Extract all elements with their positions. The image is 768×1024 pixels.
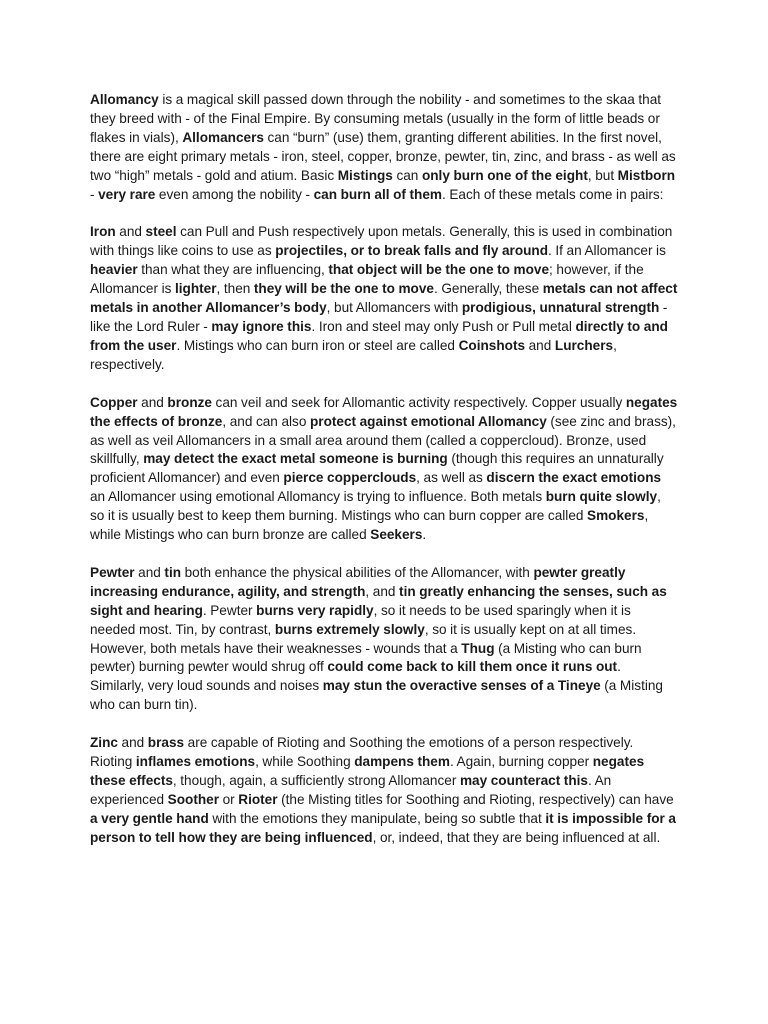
bold-text: may detect the exact metal someone is burning: [143, 451, 448, 467]
text-run: and: [134, 564, 165, 580]
bold-text: Mistings: [337, 167, 393, 183]
bold-text: projectiles, or to break falls and fly around: [275, 243, 549, 259]
bold-text: bronze: [167, 394, 212, 410]
bold-text: dampens them: [354, 754, 450, 770]
bold-text: Lurchers: [554, 337, 614, 353]
text-run: and: [117, 735, 148, 751]
bold-text: Allomancy: [90, 92, 159, 107]
text-run: is a magical skill passed down through the nobility - and sometimes to the skaa that they breed with - of the Final Empire. By consuming metals (usually in the form of little beads or flakes in vials),: [90, 92, 662, 145]
text-run: can “burn” (use) them, granting different abilities. In the first novel, there are eight primary metals - iron, steel, copper, bronze, pewter, tin, zinc, and brass - as well as two “high” metals - gold and atium. Basic: [90, 129, 676, 183]
bold-text: could come back to kill them once it runs out: [327, 659, 618, 675]
bold-text: may counteract this: [459, 773, 588, 788]
bold-text: discern the exact emotions: [486, 470, 662, 486]
bold-text: it is impossible for a person to tell how they are being influenced: [90, 810, 676, 845]
text-run: both enhance the physical abilities of the Allomancer, with: [181, 564, 534, 580]
bold-text: Pewter: [90, 564, 135, 580]
bold-text: burn quite slowly: [545, 489, 658, 505]
text-run: and: [115, 224, 146, 240]
text-run: (the Misting titles for Soothing and Rioting, respectively) can have: [277, 791, 674, 807]
text-run: , or, indeed, that they are being influenced at all.: [372, 829, 661, 845]
text-run: than what they are influencing,: [137, 262, 329, 278]
bold-text: Iron: [90, 224, 116, 240]
bold-text: protect against emotional Allomancy: [309, 413, 547, 429]
text-run: . An experienced: [90, 773, 612, 807]
document-body: [90, 91, 678, 867]
text-run: , respectively.: [90, 337, 617, 372]
text-run: , so it is usually best to keep them burning. Mistings who can burn copper are called: [90, 489, 661, 524]
bold-text: negates these effects: [90, 754, 645, 788]
text-run: , while Soothing: [255, 754, 355, 770]
paragraph-pewter-tin: [90, 564, 678, 715]
bold-text: inflames emotions: [135, 754, 256, 770]
text-run: an Allomancer using emotional Allomancy is trying to influence. Both metals: [90, 489, 546, 505]
paragraph-copper-bronze: [90, 394, 678, 545]
bold-text: directly to and from the user: [90, 318, 668, 353]
text-run: , so it needs to be used sparingly when it is needed most. Tin, by contrast,: [90, 602, 631, 637]
text-run: with the emotions they manipulate, being so subtle that: [208, 810, 546, 826]
bold-text: that object will be the one to move: [328, 262, 550, 278]
bold-text: a very gentle hand: [90, 810, 209, 826]
text-run: , as well as: [416, 470, 487, 486]
text-run: -: [90, 186, 99, 202]
bold-text: Smokers: [587, 508, 645, 524]
bold-text: Coinshots: [458, 337, 526, 353]
text-run: . Pewter: [202, 602, 257, 618]
text-run: . Mistings who can burn iron or steel are called: [176, 337, 459, 353]
bold-text: only burn one of the eight: [421, 167, 588, 183]
paragraph-intro: [90, 91, 678, 204]
text-run: can veil and seek for Allomantic activity respectively. Copper usually: [211, 394, 626, 410]
text-run: . Each of these metals come in pairs:: [441, 186, 664, 202]
text-run: . Again, burning copper: [449, 754, 593, 770]
text-run: ; however, if the Allomancer is: [90, 262, 644, 297]
text-run: , so it is usually kept on at all times. However, both metals have their weaknesses - wounds that a: [90, 621, 637, 656]
text-run: , while Mistings who can burn bronze are called: [90, 508, 649, 543]
bold-text: Zinc: [90, 735, 118, 751]
bold-text: very rare: [98, 186, 156, 202]
bold-text: Allomancers: [182, 129, 264, 145]
bold-text: they will be the one to move: [253, 281, 434, 297]
bold-text: Rioter: [238, 791, 278, 807]
text-run: or: [219, 791, 239, 807]
text-run: , but: [587, 167, 618, 183]
bold-text: heavier: [90, 262, 138, 278]
text-run: .: [422, 527, 427, 543]
bold-text: burns extremely slowly: [274, 621, 425, 637]
text-run: - like the Lord Ruler -: [90, 300, 668, 334]
paragraph-zinc-brass: [90, 734, 678, 847]
text-run: are capable of Rioting and Soothing the emotions of a person respectively. Rioting: [90, 735, 634, 770]
text-run: and: [525, 337, 555, 353]
bold-text: Copper: [90, 394, 138, 410]
text-run: . Similarly, very loud sounds and noises: [90, 659, 621, 694]
bold-text: steel: [145, 224, 177, 240]
bold-text: brass: [147, 735, 185, 751]
paragraph-iron-steel: [90, 223, 678, 374]
text-run: , and: [365, 583, 400, 599]
text-run: (a Misting who can burn pewter) burning pewter would shrug off: [90, 640, 642, 675]
bold-text: Mistborn: [617, 167, 676, 183]
text-run: . Generally, these: [434, 281, 543, 297]
bold-text: metals can not affect metals in another Allomancer’s body: [90, 281, 678, 316]
bold-text: Soother: [167, 791, 219, 807]
text-run: , then: [216, 281, 254, 297]
bold-text: lighter: [174, 281, 217, 297]
bold-text: negates the effects of bronze: [90, 394, 678, 429]
bold-text: tin: [164, 564, 182, 580]
text-run: even among the nobility -: [155, 186, 314, 202]
text-run: (a Misting who can burn tin).: [90, 678, 663, 713]
bold-text: may ignore this: [211, 318, 312, 334]
bold-text: can burn all of them: [313, 186, 442, 202]
bold-text: pierce copperclouds: [283, 470, 417, 486]
text-run: can Pull and Push respectively upon metals. Generally, this is used in combination with things like coins to use as: [90, 224, 673, 259]
bold-text: Seekers: [370, 527, 423, 543]
text-run: and: [137, 394, 168, 410]
bold-text: burns very rapidly: [256, 602, 374, 618]
bold-text: Thug: [461, 640, 495, 656]
text-run: . If an Allomancer is: [548, 243, 666, 259]
text-run: , and can also: [222, 413, 310, 429]
bold-text: tin greatly enhancing the senses, such as sight and hearing: [90, 583, 667, 618]
text-run: , but Allomancers with: [326, 300, 462, 316]
text-run: (though this requires an unnaturally proficient Allomancer) and even: [90, 451, 664, 486]
bold-text: pewter greatly increasing endurance, agility, and strength: [90, 564, 626, 599]
bold-text: prodigious, unnatural strength: [461, 300, 660, 316]
text-run: . Iron and steel may only Push or Pull metal: [311, 318, 576, 334]
text-run: (see zinc and brass), as well as veil Allomancers in a small area around them (called a coppercloud). Bronze, used skillfully,: [90, 413, 676, 467]
text-run: , though, again, a sufficiently strong Allomancer: [172, 773, 460, 788]
text-run: can: [392, 167, 422, 183]
bold-text: may stun the overactive senses of a Tineye: [322, 678, 601, 694]
